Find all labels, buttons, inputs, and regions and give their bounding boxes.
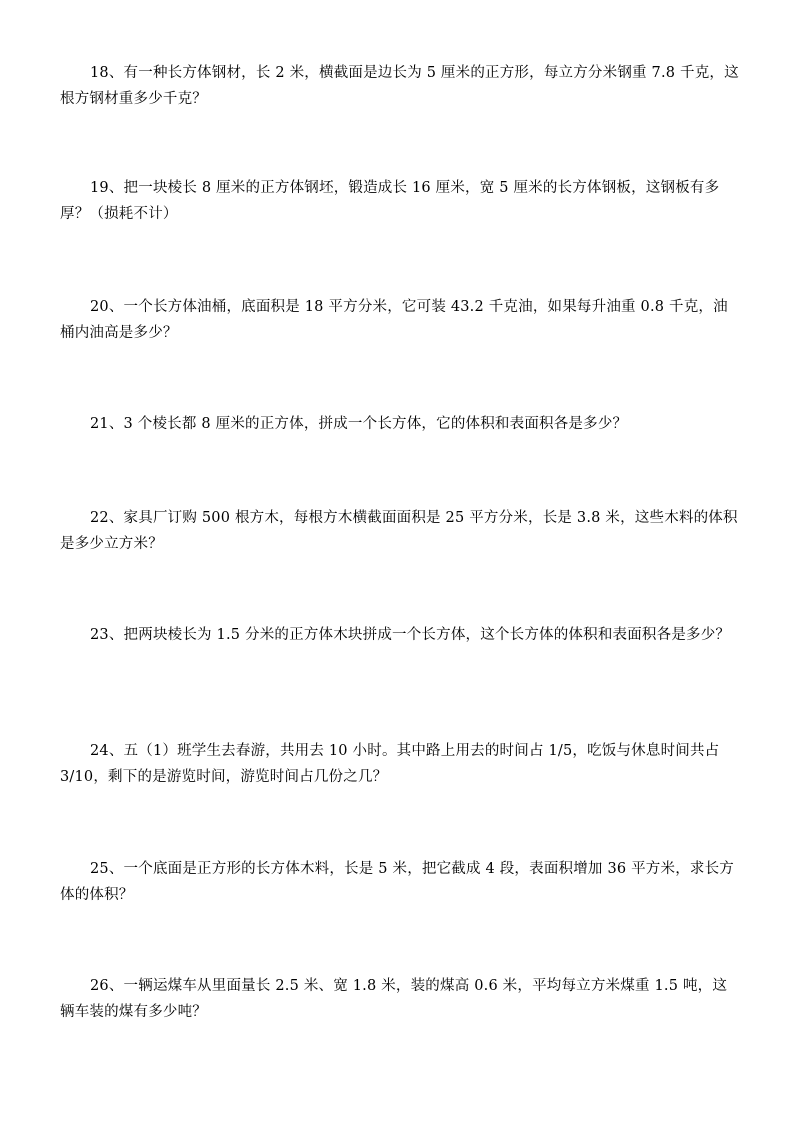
problem-20: 20、一个长方体油桶，底面积是 18 平方分米，它可装 43.2 千克油，如果每升油重 0.8 千克，油桶内油高是多少？ (60, 299, 728, 341)
problem-24: 24、五（1）班学生去春游，共用去 10 小时。其中路上用去的时间占 1/5，吃饭与休息时间共占 3/10，剩下的是游览时间，游览时间占几份之几？ (60, 743, 720, 785)
problem-22: 22、家具厂订购 500 根方木，每根方木横截面面积是 25 平方分米，长是 3.8 米，这些木料的体积是多少立方米？ (60, 510, 738, 552)
problem-18: 18、有一种长方体钢材，长 2 米，横截面是边长为 5 厘米的正方形，每立方分米钢重 7.8 千克，这根方钢材重多少千克？ (60, 65, 739, 107)
problem-21: 21、3 个棱长都 8 厘米的正方体，拼成一个长方体，它的体积和表面积各是多少？ (90, 416, 628, 432)
problem-25: 25、一个底面是正方形的长方体木料，长是 5 米，把它截成 4 段，表面积增加 36 平方米，求长方体的体积？ (60, 861, 735, 903)
problem-26: 26、一辆运煤车从里面量长 2.5 米、宽 1.8 米，装的煤高 0.6 米，平均每立方米煤重 1.5 吨，这辆车装的煤有多少吨？ (60, 978, 728, 1020)
problem-23: 23、把两块棱长为 1.5 分米的正方体木块拼成一个长方体，这个长方体的体积和表面积各是多少？ (90, 627, 731, 643)
problem-19: 19、把一块棱长 8 厘米的正方体钢坯，锻造成长 16 厘米，宽 5 厘米的长方体钢板，这钢板有多厚？（损耗不计） (60, 180, 720, 222)
